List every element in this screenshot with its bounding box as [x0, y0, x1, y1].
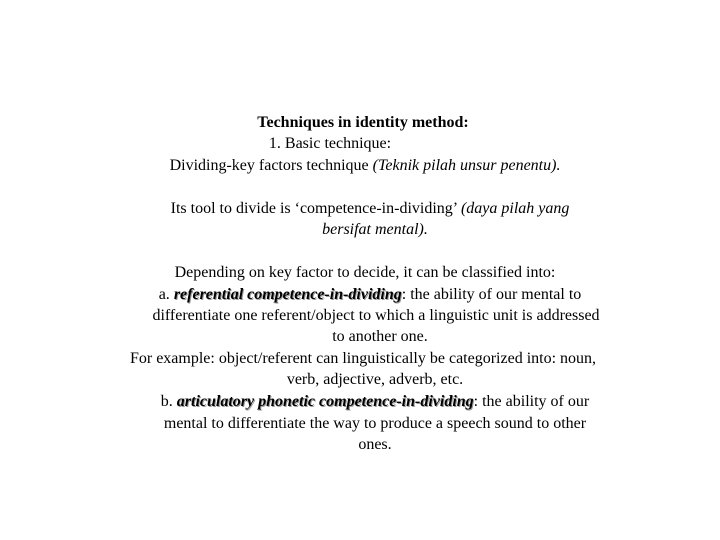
item-b-line-2: mental to differentiate the way to produce a speech sound to other [163, 415, 587, 432]
page-title: Techniques in identity method: [257, 114, 469, 131]
example-line-2: verb, adjective, adverb, etc. [286, 371, 464, 388]
item-b-text: : the ability of our [473, 393, 590, 410]
item-b-term: articulatory phonetic competence-in-dividing [176, 393, 474, 410]
item-a-term: referential competence-in-dividing [173, 286, 402, 303]
item-a-text: : the ability of our mental to [401, 286, 582, 303]
tool-italic-1: (daya pilah yang [460, 200, 570, 217]
tool-line-2: bersifat mental). [322, 221, 428, 238]
item-a-line-2: differentiate one referent/object to which a linguistic unit is addressed [152, 307, 600, 324]
example-line-1: For example: object/referent can linguistically be categorized into: noun, [129, 350, 597, 367]
classification-intro: Depending on key factor to decide, it can be classified into: [174, 264, 556, 281]
item-b-line-3: ones. [358, 436, 392, 453]
item-a-line-1 [10, 284, 720, 305]
basic-technique-name [5, 155, 720, 176]
item-a-marker: a. [158, 286, 174, 303]
basic-technique-name-text: Dividing-key factors technique [169, 157, 373, 174]
item-a-line-3: to another one. [332, 328, 428, 345]
tool-text: Its tool to divide is ‘competence-in-dividing’ [170, 200, 461, 217]
tool-line-1 [10, 198, 720, 219]
item-b-marker: b. [160, 393, 177, 410]
item-b-line-1 [15, 391, 720, 412]
basic-technique-heading: 1. Basic technique: [268, 135, 392, 152]
basic-technique-name-italic: (Teknik pilah unsur penentu). [372, 157, 561, 174]
